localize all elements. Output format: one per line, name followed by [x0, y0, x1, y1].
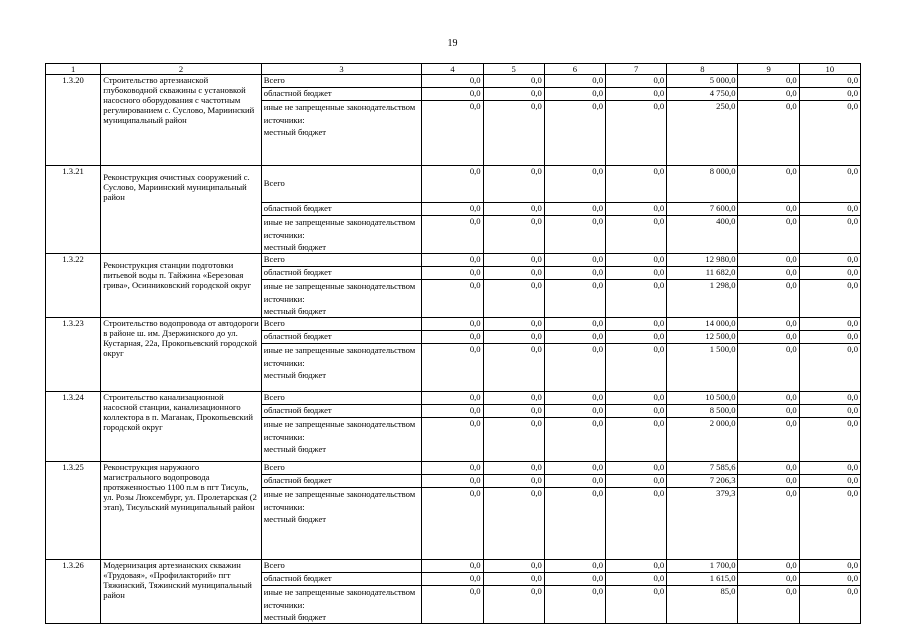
- value-cell: 0,0: [738, 254, 799, 267]
- value-cell: 10 500,0: [667, 392, 738, 405]
- value-cell: 0,0: [422, 331, 483, 344]
- value-cell: 0,0: [606, 331, 667, 344]
- source-total-label: Всего: [263, 462, 285, 472]
- table-row: [46, 254, 861, 267]
- value-cell: 0,0: [422, 280, 483, 318]
- value-cell: 0,0: [738, 75, 799, 88]
- value-cell: 0,0: [799, 254, 860, 267]
- value-cell: 0,0: [606, 462, 667, 475]
- value-cell: 0,0: [544, 405, 605, 418]
- header-cell: 4: [422, 64, 483, 75]
- source-cell: [261, 344, 422, 392]
- value-cell: 1 700,0: [667, 560, 738, 573]
- value-cell: 0,0: [483, 318, 544, 331]
- value-cell: 0,0: [738, 280, 799, 318]
- value-cell: 0,0: [544, 573, 605, 586]
- value-cell: 0,0: [799, 405, 860, 418]
- value-cell: 7 585,6: [667, 462, 738, 475]
- header-cell: 2: [101, 64, 262, 75]
- value-cell: 0,0: [738, 488, 799, 560]
- project-name: Строительство водопровода от автодороги в районе ш. им. Дзержинского до ул. Кустарная, 22а, Прокопьевский городской округ: [101, 318, 262, 392]
- source-cell: [261, 418, 422, 462]
- table-body: [46, 75, 861, 624]
- value-cell: 0,0: [606, 405, 667, 418]
- source-cell: [261, 586, 422, 624]
- value-cell: 1 500,0: [667, 344, 738, 392]
- value-cell: 379,3: [667, 488, 738, 560]
- value-cell: 0,0: [606, 573, 667, 586]
- value-cell: 0,0: [606, 475, 667, 488]
- source-local-label: местный бюджет: [263, 612, 327, 622]
- value-cell: 8 000,0: [667, 166, 738, 203]
- value-cell: 1 298,0: [667, 280, 738, 318]
- project-code: 1.3.22: [46, 254, 101, 318]
- value-cell: 0,0: [606, 101, 667, 166]
- source-cell: [261, 75, 422, 88]
- source-cell: [261, 101, 422, 166]
- value-cell: 0,0: [738, 166, 799, 203]
- value-cell: 0,0: [799, 318, 860, 331]
- source-regional-label: областной бюджет: [263, 203, 332, 213]
- project-name: Реконструкция очистных сооружений с. Суслово, Мариинский муниципальный район: [101, 166, 262, 254]
- project-code: 1.3.20: [46, 75, 101, 166]
- source-cell: [261, 573, 422, 586]
- value-cell: 0,0: [422, 254, 483, 267]
- value-cell: 0,0: [606, 560, 667, 573]
- source-cell: [261, 166, 422, 203]
- value-cell: 0,0: [799, 586, 860, 624]
- header-cell: 7: [606, 64, 667, 75]
- source-regional-label: областной бюджет: [263, 405, 332, 415]
- source-cell: [261, 488, 422, 560]
- value-cell: 0,0: [738, 418, 799, 462]
- value-cell: 0,0: [422, 405, 483, 418]
- value-cell: 0,0: [799, 560, 860, 573]
- value-cell: 0,0: [738, 203, 799, 216]
- value-cell: 0,0: [483, 392, 544, 405]
- value-cell: 0,0: [483, 88, 544, 101]
- value-cell: 0,0: [799, 280, 860, 318]
- value-cell: 0,0: [422, 267, 483, 280]
- project-code: 1.3.25: [46, 462, 101, 560]
- value-cell: 0,0: [738, 475, 799, 488]
- value-cell: 0,0: [483, 267, 544, 280]
- value-cell: 7 206,3: [667, 475, 738, 488]
- value-cell: 0,0: [799, 216, 860, 254]
- value-cell: 0,0: [738, 88, 799, 101]
- value-cell: 0,0: [606, 392, 667, 405]
- source-cell: [261, 331, 422, 344]
- source-cell: [261, 203, 422, 216]
- source-regional-label: областной бюджет: [263, 573, 332, 583]
- value-cell: 0,0: [544, 318, 605, 331]
- value-cell: 0,0: [799, 475, 860, 488]
- value-cell: 0,0: [738, 267, 799, 280]
- value-cell: 0,0: [799, 166, 860, 203]
- value-cell: 0,0: [544, 101, 605, 166]
- source-total-label: Всего: [263, 318, 285, 328]
- value-cell: 0,0: [799, 88, 860, 101]
- value-cell: 0,0: [799, 267, 860, 280]
- header-cell: 1: [46, 64, 101, 75]
- value-cell: 0,0: [544, 586, 605, 624]
- value-cell: 0,0: [606, 344, 667, 392]
- value-cell: 0,0: [483, 488, 544, 560]
- source-regional-label: областной бюджет: [263, 331, 332, 341]
- value-cell: 0,0: [422, 418, 483, 462]
- value-cell: 0,0: [422, 203, 483, 216]
- source-cell: [261, 267, 422, 280]
- value-cell: 0,0: [544, 280, 605, 318]
- value-cell: 0,0: [422, 318, 483, 331]
- value-cell: 0,0: [422, 88, 483, 101]
- header-cell: 5: [483, 64, 544, 75]
- table-row: [46, 462, 861, 475]
- source-total-label: Всего: [263, 75, 285, 85]
- value-cell: 0,0: [544, 392, 605, 405]
- value-cell: 0,0: [483, 418, 544, 462]
- source-other-label: иные не запрещенные законодательством источники:: [263, 419, 416, 442]
- value-cell: 0,0: [606, 203, 667, 216]
- value-cell: 2 000,0: [667, 418, 738, 462]
- value-cell: 0,0: [544, 88, 605, 101]
- header-cell: 10: [799, 64, 860, 75]
- value-cell: 0,0: [799, 392, 860, 405]
- value-cell: 0,0: [544, 462, 605, 475]
- value-cell: 0,0: [738, 318, 799, 331]
- source-cell: [261, 405, 422, 418]
- source-total-label: Всего: [263, 392, 285, 402]
- project-name: Модернизация артезианских скважин «Трудовая», «Профилакторий» пгт Тяжинский, Тяжинский муниципальный район: [101, 560, 262, 624]
- value-cell: 85,0: [667, 586, 738, 624]
- value-cell: 0,0: [422, 560, 483, 573]
- table-row: [46, 560, 861, 573]
- source-other-label: иные не запрещенные законодательством источники:: [263, 281, 416, 304]
- source-cell: [261, 392, 422, 405]
- value-cell: 0,0: [483, 344, 544, 392]
- value-cell: 0,0: [738, 573, 799, 586]
- source-other-label: иные не запрещенные законодательством источники:: [263, 587, 416, 610]
- source-cell: [261, 318, 422, 331]
- value-cell: 0,0: [483, 101, 544, 166]
- project-name: Реконструкция наружного магистрального водопровода протяженностью 1100 п.м в пгт Тисуль, ул. Розы Люксембург, ул. Пролетарская (2 этап), Тисульский муниципальный район: [101, 462, 262, 560]
- value-cell: 0,0: [606, 280, 667, 318]
- source-other-label: иные не запрещенные законодательством источники:: [263, 345, 416, 368]
- source-local-label: местный бюджет: [263, 370, 327, 380]
- value-cell: 0,0: [422, 101, 483, 166]
- value-cell: 0,0: [799, 462, 860, 475]
- project-name: Строительство артезианской глубоководной скважины с установкой насосного оборудования с частотным регулированием с. Суслово, Мариинский муниципальный район: [101, 75, 262, 166]
- value-cell: 0,0: [606, 267, 667, 280]
- header-cell: 8: [667, 64, 738, 75]
- value-cell: 0,0: [422, 392, 483, 405]
- value-cell: 0,0: [544, 166, 605, 203]
- value-cell: 0,0: [483, 75, 544, 88]
- value-cell: 0,0: [483, 331, 544, 344]
- value-cell: 0,0: [606, 254, 667, 267]
- source-cell: [261, 462, 422, 475]
- source-cell: [261, 280, 422, 318]
- source-total-label: Всего: [263, 560, 285, 570]
- value-cell: 250,0: [667, 101, 738, 166]
- value-cell: 0,0: [483, 586, 544, 624]
- source-local-label: местный бюджет: [263, 242, 327, 252]
- value-cell: 0,0: [799, 331, 860, 344]
- value-cell: 0,0: [544, 331, 605, 344]
- value-cell: 0,0: [422, 216, 483, 254]
- value-cell: 0,0: [606, 586, 667, 624]
- value-cell: 0,0: [606, 318, 667, 331]
- value-cell: 12 500,0: [667, 331, 738, 344]
- value-cell: 4 750,0: [667, 88, 738, 101]
- value-cell: 0,0: [422, 75, 483, 88]
- value-cell: 0,0: [738, 344, 799, 392]
- source-local-label: местный бюджет: [263, 127, 327, 137]
- value-cell: 0,0: [799, 573, 860, 586]
- header-row: [46, 64, 861, 75]
- source-other-label: иные не запрещенные законодательством источники:: [263, 489, 416, 512]
- value-cell: 0,0: [544, 488, 605, 560]
- source-regional-label: областной бюджет: [263, 88, 332, 98]
- value-cell: 0,0: [483, 475, 544, 488]
- value-cell: 0,0: [606, 216, 667, 254]
- value-cell: 0,0: [544, 203, 605, 216]
- value-cell: 0,0: [483, 166, 544, 203]
- source-cell: [261, 254, 422, 267]
- value-cell: 12 980,0: [667, 254, 738, 267]
- value-cell: 0,0: [422, 344, 483, 392]
- value-cell: 0,0: [738, 462, 799, 475]
- value-cell: 0,0: [738, 101, 799, 166]
- project-name: Строительство канализационной насосной станции, канализационного коллектора в п. Маганак, Прокопьевский городской округ: [101, 392, 262, 462]
- page-number: 19: [447, 38, 458, 49]
- budget-table: [45, 63, 861, 624]
- header-cell: 6: [544, 64, 605, 75]
- value-cell: 0,0: [799, 101, 860, 166]
- source-regional-label: областной бюджет: [263, 475, 332, 485]
- value-cell: 0,0: [422, 488, 483, 560]
- value-cell: 0,0: [799, 75, 860, 88]
- value-cell: 0,0: [606, 418, 667, 462]
- source-cell: [261, 475, 422, 488]
- value-cell: 0,0: [606, 166, 667, 203]
- value-cell: 400,0: [667, 216, 738, 254]
- value-cell: 0,0: [738, 560, 799, 573]
- project-code: 1.3.21: [46, 166, 101, 254]
- value-cell: 0,0: [799, 344, 860, 392]
- value-cell: 1 615,0: [667, 573, 738, 586]
- value-cell: 0,0: [544, 254, 605, 267]
- value-cell: 11 682,0: [667, 267, 738, 280]
- source-cell: [261, 560, 422, 573]
- value-cell: 0,0: [483, 462, 544, 475]
- value-cell: 0,0: [483, 560, 544, 573]
- table-row: [46, 166, 861, 203]
- table-row: [46, 75, 861, 88]
- source-local-label: местный бюджет: [263, 514, 327, 524]
- value-cell: 0,0: [483, 405, 544, 418]
- source-total-label: Всего: [263, 254, 285, 264]
- value-cell: 0,0: [738, 586, 799, 624]
- source-other-label: иные не запрещенные законодательством источники:: [263, 102, 416, 125]
- source-cell: [261, 216, 422, 254]
- source-total-label: Всего: [263, 178, 285, 188]
- source-local-label: местный бюджет: [263, 444, 327, 454]
- table-row: [46, 318, 861, 331]
- value-cell: 0,0: [483, 254, 544, 267]
- value-cell: 0,0: [483, 216, 544, 254]
- value-cell: 14 000,0: [667, 318, 738, 331]
- value-cell: 0,0: [544, 475, 605, 488]
- value-cell: 0,0: [422, 475, 483, 488]
- header-cell: 3: [261, 64, 422, 75]
- value-cell: 0,0: [606, 75, 667, 88]
- value-cell: 0,0: [544, 344, 605, 392]
- value-cell: 0,0: [422, 586, 483, 624]
- value-cell: 0,0: [544, 75, 605, 88]
- value-cell: 0,0: [422, 166, 483, 203]
- value-cell: 0,0: [738, 392, 799, 405]
- value-cell: 5 000,0: [667, 75, 738, 88]
- value-cell: 0,0: [483, 573, 544, 586]
- header-cell: 9: [738, 64, 799, 75]
- project-name: Реконструкция станции подготовки питьевой воды п. Тайжина «Березовая грива», Осинниковский городской округ: [101, 254, 262, 318]
- value-cell: 0,0: [799, 203, 860, 216]
- value-cell: 0,0: [606, 488, 667, 560]
- value-cell: 8 500,0: [667, 405, 738, 418]
- source-local-label: местный бюджет: [263, 306, 327, 316]
- value-cell: 0,0: [544, 216, 605, 254]
- value-cell: 0,0: [544, 267, 605, 280]
- value-cell: 0,0: [738, 216, 799, 254]
- value-cell: 0,0: [422, 573, 483, 586]
- source-regional-label: областной бюджет: [263, 267, 332, 277]
- value-cell: 0,0: [738, 405, 799, 418]
- value-cell: 0,0: [422, 462, 483, 475]
- value-cell: 0,0: [799, 488, 860, 560]
- value-cell: 0,0: [606, 88, 667, 101]
- project-code: 1.3.23: [46, 318, 101, 392]
- project-code: 1.3.24: [46, 392, 101, 462]
- value-cell: 7 600,0: [667, 203, 738, 216]
- value-cell: 0,0: [483, 280, 544, 318]
- value-cell: 0,0: [544, 418, 605, 462]
- project-code: 1.3.26: [46, 560, 101, 624]
- value-cell: 0,0: [544, 560, 605, 573]
- source-cell: [261, 88, 422, 101]
- value-cell: 0,0: [483, 203, 544, 216]
- value-cell: 0,0: [799, 418, 860, 462]
- source-other-label: иные не запрещенные законодательством источники:: [263, 217, 416, 240]
- table-row: [46, 392, 861, 405]
- value-cell: 0,0: [738, 331, 799, 344]
